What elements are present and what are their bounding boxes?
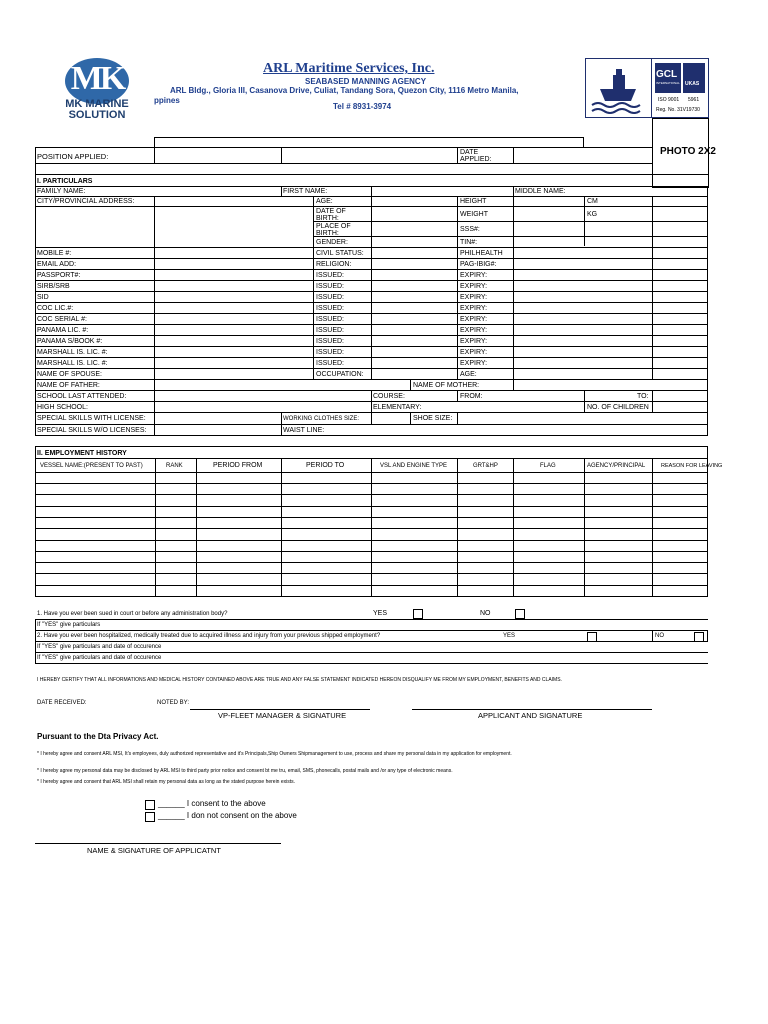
to-label: TO: — [637, 393, 649, 400]
doc-label: MARSHALL IS. LIC. #: — [37, 349, 108, 356]
q2-yes-label: YES — [503, 633, 516, 639]
q1-yes-checkbox[interactable] — [413, 609, 423, 619]
col-reason: REASON FOR LEAVING — [661, 463, 723, 469]
mk-logo-text: MK — [70, 60, 124, 97]
expiry-label: EXPIRY: — [460, 360, 488, 367]
agency-label: SEABASED MANNING AGENCY — [305, 77, 427, 86]
particulars-title: I. PARTICULARS — [37, 178, 93, 185]
date-received-label: DATE RECEIVED: — [37, 700, 87, 706]
company-address-cont: ppines — [154, 96, 180, 105]
shoe-label: SHOE SIZE: — [413, 415, 453, 422]
brand-line-2: SOLUTION — [68, 109, 126, 121]
from-label: FROM: — [460, 393, 483, 400]
skills-wo-label: SPECIAL SKILLS W/O LICENSES: — [37, 427, 147, 434]
col-grt: GRT&HP — [473, 463, 498, 469]
q2-no-label: NO — [655, 633, 664, 639]
no-consent-checkbox[interactable] — [145, 812, 155, 822]
kg-label: KG — [587, 211, 598, 218]
consent-checkbox[interactable] — [145, 800, 155, 810]
consent-label: ______ I consent to the above — [158, 799, 266, 808]
issued-label: ISSUED: — [316, 338, 345, 345]
occupation-label: OCCUPATION: — [316, 371, 364, 378]
col-flag: FLAG — [540, 463, 556, 469]
issued-label: ISSUED: — [316, 305, 345, 312]
company-tel: Tel # 8931-3974 — [333, 102, 392, 111]
spouse-label: NAME OF SPOUSE: — [37, 371, 102, 378]
certification-text: I HEREBY CERTIFY THAT ALL INFORMATIONS AND MEDICAL HISTORY CONTAINED ABOVE ARE TRUE AND ANY FALSE STATEMENT INDICATED HEREON DISQUALIFY ME FROM MY EMPLOYMENT, BENEFITS AND CLAIMS. — [37, 677, 562, 683]
skills-lic-label: SPECIAL SKILLS WITH LICENSE: — [37, 415, 146, 422]
first-name-label: FIRST NAME: — [283, 188, 328, 195]
ukas-badge — [683, 63, 705, 93]
expiry-label: EXPIRY: — [460, 327, 488, 334]
expiry-label: EXPIRY: — [460, 338, 488, 345]
iso-label: ISO 9001 — [658, 97, 680, 103]
ukas-text: UKAS — [685, 81, 700, 87]
privacy-title: Pursuant to the Dta Privacy Act. — [37, 732, 159, 741]
q2-note-2: If "YES" give particulars and date of occurence — [37, 655, 162, 661]
doc-label: SID — [37, 294, 49, 301]
date-applied-label-1: DATE — [460, 149, 479, 156]
father-label: NAME OF FATHER: — [37, 382, 100, 389]
course-label: COURSE: — [373, 393, 405, 400]
spouse-age-label: AGE: — [460, 371, 477, 378]
email-label: EMAIL ADD: — [37, 261, 77, 268]
pob-label-2: BIRTH: — [316, 230, 339, 237]
tin-label: TIN#: — [460, 239, 478, 246]
no-consent-label: ______ I don not consent on the above — [158, 811, 297, 820]
table-row[interactable] — [37, 474, 153, 482]
doc-label: COC LIC.#: — [37, 305, 74, 312]
col-agency: AGENCY/PRINCIPAL — [587, 463, 646, 469]
children-label: NO. OF CHILDREN — [587, 404, 649, 411]
table-row[interactable] — [37, 496, 153, 504]
col-rank: RANK — [166, 463, 183, 469]
company-name: ARL Maritime Services, Inc. — [263, 61, 435, 76]
q2-no-checkbox[interactable] — [694, 632, 704, 642]
q2-yes-checkbox[interactable] — [587, 632, 597, 642]
gender-label: GENDER: — [316, 239, 348, 246]
doc-label: SIRB/SRB — [37, 283, 70, 290]
position-applied-input[interactable] — [156, 149, 280, 161]
gcl-text: GCL — [656, 69, 678, 80]
philhealth-label: PHILHEALTH — [460, 250, 503, 257]
q1-no-checkbox[interactable] — [515, 609, 525, 619]
mother-label: NAME OF MOTHER: — [413, 382, 480, 389]
family-name-label: FAMILY NAME: — [37, 188, 86, 195]
noted-by-label: NOTED BY: — [157, 700, 190, 706]
age-label: AGE: — [316, 198, 333, 205]
question-2: 2. Have you ever been hospitalized, medically treated due to acquired illness and injury from your previous shipped employment? — [37, 633, 381, 639]
issued-label: ISSUED: — [316, 294, 345, 301]
applicant-signature-label: APPLICANT AND SIGNATURE — [478, 711, 583, 720]
vp-signature-label: VP-FLEET MANAGER & SIGNATURE — [218, 711, 347, 720]
col-vsl-engine: VSL AND ENGINE TYPE — [380, 463, 448, 469]
gcl-sub: INTERNATIONAL — [656, 81, 680, 85]
clothes-label: WORKING CLOTHES SIZE: — [283, 416, 360, 422]
date-applied-input[interactable] — [515, 149, 651, 161]
expiry-label: EXPIRY: — [460, 283, 488, 290]
company-address: ARL Bldg., Gloria III, Casanova Drive, Culiat, Tandang Sora, Quezon City, 1116 Metro Manila, — [170, 86, 519, 95]
doc-label: MARSHALL IS. LIC. #: — [37, 360, 108, 367]
reg-no: Reg. No. 31V19730 — [656, 107, 700, 113]
photo-label: PHOTO 2X2 — [660, 146, 716, 157]
col-period-from: PERIOD FROM — [213, 462, 263, 469]
civil-status-label: CIVIL STATUS: — [316, 250, 364, 257]
brand-line-1: MK MARINE — [65, 98, 129, 110]
waist-label: WAIST LINE: — [283, 427, 325, 434]
high-school-label: HIGH SCHOOL: — [37, 404, 88, 411]
col-vessel: VESSEL NAME:(PRESENT TO PAST) — [40, 463, 143, 469]
privacy-clause-3: * I hereby agree and consent that ARL MSI shall retain my personal data as long as the stated purpose herein exists. — [37, 779, 296, 785]
cm-label: CM — [587, 198, 598, 205]
expiry-label: EXPIRY: — [460, 294, 488, 301]
ship-icon — [586, 59, 651, 117]
religion-label: RELIGION: — [316, 261, 352, 268]
position-applied-label: POSITION APPLIED: — [37, 152, 109, 161]
col-period-to: PERIOD TO — [306, 462, 345, 469]
pagibig-label: PAG-IBIG#: — [460, 261, 497, 268]
ukas-code: 5961 — [688, 97, 700, 103]
q1-note: If "YES" give particulars — [37, 622, 101, 628]
question-1: 1. Have you ever been sued in court or before any administration body? — [37, 611, 228, 617]
elementary-label: ELEMENTARY: — [373, 404, 422, 411]
iso-cert-box — [651, 58, 709, 118]
issued-label: ISSUED: — [316, 349, 345, 356]
doc-label: PANAMA S/BOOK #: — [37, 338, 103, 345]
dob-label-2: BIRTH: — [316, 215, 339, 222]
privacy-clause-2: * I hereby agree my personal data may be disclosed by ARL MSI to third party prior notice and consent bt me tru, email, SMS, phonecalls, postal mails and /or any type of electronic means. — [37, 768, 453, 774]
middle-name-label: MIDDLE NAME: — [515, 188, 566, 195]
dob-label-1: DATE OF — [316, 208, 346, 215]
date-applied-label-2: APPLIED: — [460, 156, 492, 163]
issued-label: ISSUED: — [316, 327, 345, 334]
table-row[interactable] — [37, 485, 153, 493]
expiry-label: EXPIRY: — [460, 272, 488, 279]
doc-label: PANAMA LIC. #: — [37, 327, 89, 334]
name-signature-label: NAME & SIGNATURE OF APPLICATNT — [87, 846, 221, 855]
applicant-signature-field[interactable] — [412, 696, 652, 708]
weight-label: WEIGHT — [460, 211, 488, 218]
pob-label-1: PLACE OF — [316, 223, 351, 230]
sss-label: SSS#: — [460, 226, 480, 233]
expiry-label: EXPIRY: — [460, 349, 488, 356]
doc-label: COC SERIAL #: — [37, 316, 87, 323]
employment-title: II. EMPLOYMENT HISTORY — [37, 450, 127, 457]
q2-note-1: If "YES" give particulars and date of occurence — [37, 644, 162, 650]
issued-label: ISSUED: — [316, 316, 345, 323]
mobile-label: MOBILE #: — [37, 250, 72, 257]
school-label: SCHOOL LAST ATTENDED: — [37, 393, 127, 400]
height-label: HEIGHT — [460, 198, 487, 205]
issued-label: ISSUED: — [316, 283, 345, 290]
issued-label: ISSUED: — [316, 360, 345, 367]
expiry-label: EXPIRY: — [460, 305, 488, 312]
q1-no-label: NO — [480, 610, 491, 617]
privacy-clause-1: * I hereby agree and consent ARL MSI, It's employees, duly authorized representative and it's Principals,Ship Owners Shipmanagement to use, process and share my personal data in my application for employment. — [37, 751, 512, 757]
expiry-label: EXPIRY: — [460, 316, 488, 323]
q1-yes-label: YES — [373, 610, 388, 617]
ship-logo — [585, 58, 652, 118]
issued-label: ISSUED: — [316, 272, 345, 279]
doc-label: PASSPORT#: — [37, 272, 81, 279]
address-label: CITY/PROVINCIAL ADDRESS: — [37, 198, 135, 205]
